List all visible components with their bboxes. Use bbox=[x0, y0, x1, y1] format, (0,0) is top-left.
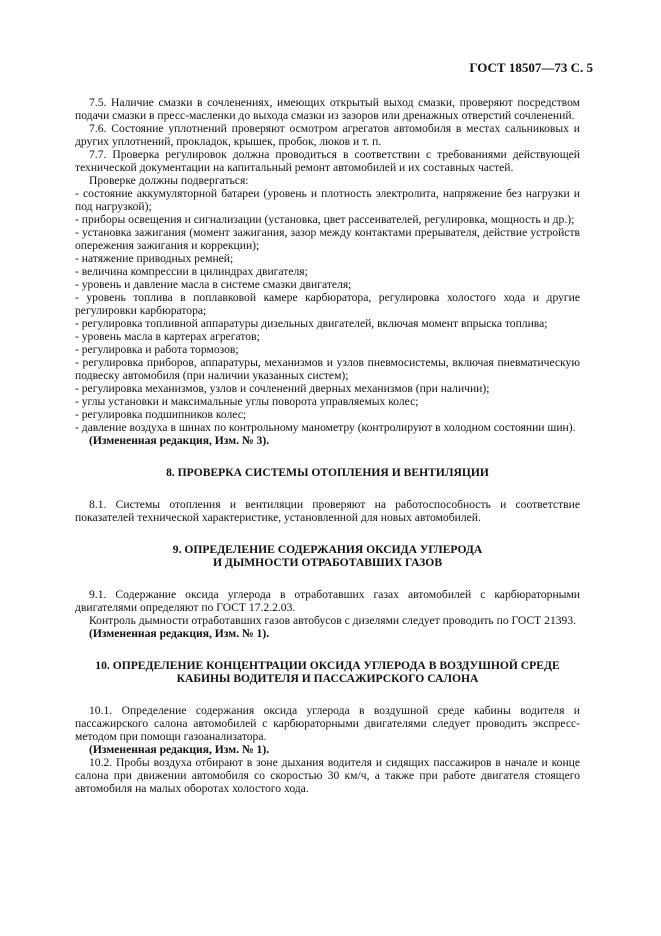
section-10-title-line-1: 10. ОПРЕДЕЛЕНИЕ КОНЦЕНТРАЦИИ ОКСИДА УГЛЕРОДА В ВОЗДУШНОЙ СРЕДЕ bbox=[95, 659, 560, 672]
paragraph-8-1: 8.1. Системы отопления и вентиляции проверяют на работоспособность и соответствие показателей технической характеристике, установленной для новых автомобилей. bbox=[75, 498, 580, 524]
check-item: - уровень топлива в поплавковой камере карбюратора, регулировка холостого хода и другие регулировки карбюратора; bbox=[75, 291, 580, 317]
section-9-title-line-1: 9. ОПРЕДЕЛЕНИЕ СОДЕРЖАНИЯ ОКСИДА УГЛЕРОДА bbox=[172, 543, 483, 556]
check-item: - углы установки и максимальные углы поворота управляемых колес; bbox=[75, 395, 419, 408]
paragraph-7-7: 7.7. Проверка регулировок должна проводиться в соответствии с требованиями действующей технической документации на капитальный ремонт автомобилей и их составных частей. bbox=[75, 148, 580, 174]
page-content bbox=[75, 96, 580, 795]
paragraph-10-2: 10.2. Пробы воздуха отбирают в зоне дыхания водителя и сидящих пассажиров в начале и конце салона при движении автомобиля со скоростью 30 км/ч, а также при работе двигателя стоящего автомобиля на малых оборотах холостого хода. bbox=[75, 756, 580, 795]
paragraph-7-5: 7.5. Наличие смазки в сочленениях, имеющих открытый выход смазки, проверяют посредством подачи смазки в пресс-масленки до выхода смазки из зазоров или дренажных отверстий сочленений. bbox=[75, 96, 580, 122]
check-item: - уровень и давление масла в системе смазки двигателя; bbox=[75, 278, 352, 291]
paragraph-9-1: 9.1. Содержание оксида углерода в отработавших газах автомобилей с карбюраторными двигателями определяют по ГОСТ 17.2.2.03. bbox=[75, 588, 580, 614]
paragraph-10-1: 10.1. Определение содержания оксида углерода в воздушной среде кабины водителя и пассажирского салона автомобилей с карбюраторными двигателями следует проводить экспресс-методом при помощи газоанализатора. bbox=[75, 704, 580, 743]
section-8-title: 8. ПРОВЕРКА СИСТЕМЫ ОТОПЛЕНИЯ И ВЕНТИЛЯЦИИ bbox=[166, 466, 489, 479]
section-10-title-line-2: КАБИНЫ ВОДИТЕЛЯ И ПАССАЖИРСКОГО САЛОНА bbox=[176, 672, 479, 685]
check-item: - давление воздуха в шинах по контрольному манометру (контролируют в холодном состоянии шин). bbox=[75, 421, 576, 434]
paragraph-9-1-smoke: Контроль дымности отработавших газов автобусов с дизелями следует проводить по ГОСТ 21393. bbox=[89, 614, 577, 627]
check-item: - установка зажигания (момент зажигания, зазор между контактами прерывателя, действие устройств опережения зажигания и коррекции); bbox=[75, 226, 580, 252]
amendment-note-9: (Измененная редакция, Изм. № 1). bbox=[89, 627, 270, 640]
check-item: - состояние аккумуляторной батареи (уровень и плотность электролита, напряжение без нагрузки и под нагрузкой); bbox=[75, 187, 580, 213]
checks-intro: Проверке должны подвергаться: bbox=[89, 174, 249, 187]
page-header: ГОСТ 18507—73 С. 5 bbox=[469, 60, 593, 75]
paragraph-7-6: 7.6. Состояние уплотнений проверяют осмотром агрегатов автомобиля в местах сальниковых и других уплотнений, прокладок, крышек, пробок, люков и т. п. bbox=[75, 122, 580, 148]
check-item: - величина компрессии в цилиндрах двигателя; bbox=[75, 265, 308, 278]
section-9-title-line-2: И ДЫМНОСТИ ОТРАБОТАВШИХ ГАЗОВ bbox=[212, 556, 443, 569]
check-item: - регулировка приборов, аппаратуры, механизмов и узлов пневмосистемы, включая пневматическую подвеску автомобиля (при наличии указанных систем); bbox=[75, 356, 580, 382]
check-item: - регулировка подшипников колес; bbox=[75, 408, 247, 421]
check-item: - уровень масла в картерах агрегатов; bbox=[75, 330, 260, 343]
amendment-note-7: (Измененная редакция, Изм. № 3). bbox=[89, 434, 270, 447]
amendment-note-10: (Измененная редакция, Изм. № 1). bbox=[89, 743, 270, 756]
check-item: - регулировка механизмов, узлов и сочленений дверных механизмов (при наличии); bbox=[75, 382, 490, 395]
check-item: - натяжение приводных ремней; bbox=[75, 252, 234, 265]
check-item: - регулировка топливной аппаратуры дизельных двигателей, включая момент впрыска топлива; bbox=[75, 317, 548, 330]
check-item: - регулировка и работа тормозов; bbox=[75, 343, 239, 356]
check-item: - приборы освещения и сигнализации (установка, цвет рассеивателей, регулировка, мощность и др.); bbox=[75, 213, 575, 226]
